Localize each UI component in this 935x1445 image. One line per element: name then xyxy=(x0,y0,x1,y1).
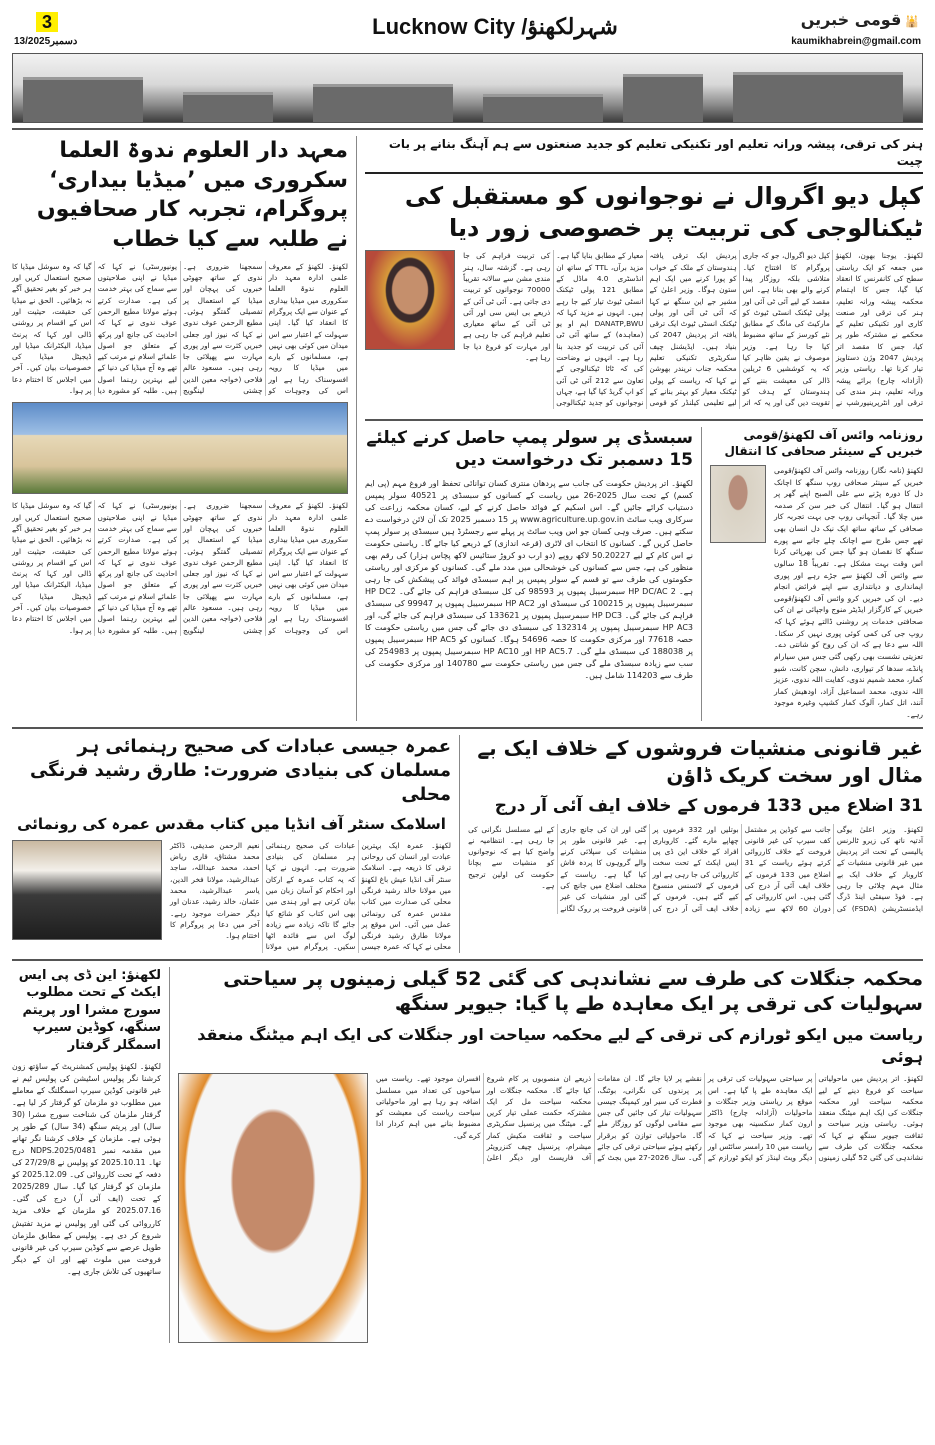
logo-text: قومی خبریں xyxy=(800,10,902,29)
obituary-article xyxy=(710,427,923,721)
umrah-content xyxy=(12,840,451,953)
column-rule xyxy=(459,735,460,953)
contact-email: kaumikhabrein@gmail.com xyxy=(791,36,921,47)
nadwa-building-photo xyxy=(12,402,348,494)
nadwa-body: لکھنؤ۔ لکھنؤ کے معروف علمی ادارہ معہد دار العلوم ندوۃ العلما سکروری میں میڈیا بیداری کے عنوان سے ایک پروگرام کا انعقاد کیا گیا۔ اپنی سہولت کے اعتبار سے اس میدان میں کوئی بھی نہیں ہے، مسلمانوں کے بارے میں میڈیا کا رویہ افسوسناک رہا ہے اور اس کی وجوہات کو سمجھنا ضروری ہے۔ ندوی کے ساتھ جھوٹی خبروں کی پہچان اور میڈیا کے استعمال پر تفصیلی گفتگو ہوئی۔ مطیع الرحمن عوف ندوی نے کہا کہ نیوز اور جعلی خبریں کثرت سے اور پوری مہارت سے پھیلائی جا رہی ہیں۔ مسعود عالم فلاحی (خواجہ معین الدین چشتی لینگویج یونیورسٹی) نے کہا کہ میڈیا نے اپنی صلاحیتوں سے سماج کی بہتر خدمت کی ہے۔ صدارت کرتے ہوئے مولانا مطیع الرحمن عوف ندوی نے کہا کہ احادیث کی جانچ اور پرکھ کے متعلق جو اصول علمائے اسلام نے مرتب کیے تھے وہ آج میڈیا کی دنیا کے لیے بہترین رہنما اصول ہیں۔ طلبہ کو مشورہ دیا گیا کہ وہ سوشل میڈیا کا صحیح استعمال کریں اور ہر خبر کو بغیر تحقیق آگے نہ بڑھائیں۔ الحق نے میڈیا کی حقیقت، حیثیت اور اس کے اقسام پر روشنی ڈالی اور کہا کہ پرنٹ میڈیا، الیکٹرانک میڈیا اور ڈیجیٹل میڈیا کی خصوصیات بیان کیں۔ آخر میں اجلاس کا اختتام دعا پر ہوا۔ xyxy=(12,261,348,396)
minister-photo xyxy=(365,250,455,350)
obituary-content xyxy=(710,465,923,721)
column-rule xyxy=(169,967,170,1343)
skills-kicker: ہنر کی ترقی، پیشہ ورانہ تعلیم اور تکنیکی تعلیم کو جدید صنعتوں سے ہم آہنگ بنانے پر بات چیت xyxy=(365,136,923,174)
right-column xyxy=(365,136,923,721)
umrah-headline: عمرہ جیسی عبادات کی صحیح رہنمائی ہر مسلمان کی بنیادی ضرورت: طارق رشید فرنگی محلی xyxy=(29,735,451,806)
section-title: Lucknow City /شہرلکھنؤ xyxy=(372,14,618,39)
journalist-photo xyxy=(710,465,766,543)
drugs-headline: غیر قانونی منشیات فروشوں کے خلاف ایک بے مثال اور سخت کریک ڈاؤن xyxy=(477,735,923,787)
nadwa-headline: معہد دار العلوم ندوۃ العلما سکروری میں ’میڈیا بیداری‘ پروگرام، تجربہ کار صحافیوں نے طلبہ سے کیا خطاب xyxy=(36,138,348,253)
solar-headline: سبسڈی پر سولر پمپ حاصل کرنے کیلئے 15 دسمبر تک درخواست دیں xyxy=(366,427,693,471)
umrah-article xyxy=(12,735,451,953)
column-rule xyxy=(701,427,702,721)
arrest-body: لکھنؤ۔ لکھنؤ پولیس کمشنریٹ کے ساؤتھ زون کرشنا نگر پولیس اسٹیشن کی پولیس ٹیم نے غیر قانونی کوڈین سیرپ اسمگلنگ کے معاملے میں مطلوب دو ملزمان کو گرفتار کر لیا ہے۔ گرفتار ملزمان کی شناخت سورج مشرا (30 سال) اور پریتم سنگھ (34 سال) کے طور پر ہوئی ہے۔ ملزمان کے خلاف کرشنا نگر تھانے میں مقدمہ نمبر NDPS.2025/0481 درج تھا۔ 2025.10.11 کو پولیس نے 27/29/8 کی دفعہ کے تحت کارروائی کی۔ 2025.12.09 کو ملزمان کو گرفتار کیا گیا۔ سال 2025/289 کے تحت (ایف آئی آر) درج کی گئی۔ 2025.07.16 کو ملزمان کے خلاف مزید کارروائی کی گئی اور پولیس نے مزید تفتیش شروع کر دی ہے۔ پولیس کے مطابق ملزمان طویل عرصے سے کوڈین سیرپ کی غیر قانونی فروخت میں ملوث تھے اور ان کے دیگر ساتھیوں کی تلاش جاری ہے۔ xyxy=(12,1061,162,1276)
solar-article xyxy=(365,427,693,683)
nadwa-article xyxy=(12,136,348,721)
middle-band xyxy=(12,727,923,953)
forest-headline: محکمہ جنگلات کی طرف سے نشاندہی کی گئی 52 گیلی زمینوں پر سیاحتی سہولیات کی ترقی پر ایک معاہدہ طے پا گیا: جیویر سنگھ xyxy=(223,967,923,1016)
middle-row xyxy=(365,419,923,721)
arrest-article xyxy=(12,967,161,1343)
forest-content xyxy=(178,1073,923,1343)
top-band xyxy=(12,128,923,721)
bottom-band xyxy=(12,959,923,1343)
obituary-body: لکھنؤ (نامہ نگار) روزنامہ وائس آف لکھنؤ/قومی خبریں کے سینئر صحافی روپ سنگھ کا اچانک دل کا دورہ پڑنے سے علی الصبح اپنے گھر پر انتقال ہو گیا۔ انتقال کی خبر سن کر صدمہ میں چلا گیا۔ آنجہانی روپ جی بہت تجربہ کار صحافی کے ساتھ ساتھ ایک نیک دل انسان بھی تھے جس طرح سے اچانک چلے جانے سے پورے سنگھ کا نقصان ہو گیا جس کی بھرپائی کرنا اس وقت بہت مشکل ہے۔ تقریباً 18 سالوں سے وائس آف لکھنؤ سے جڑے رہے اور پوری ایمانداری و دیانتداری سے اپنے فرائض انجام دیے۔ ان کی خبریں کرو وائس آف لکھنؤ/قومی خبریں کے کارگزار ایڈیٹر منوج واجپائی نے ان کی صحافتی خدمات پر روشنی ڈالتے ہوئے کہا کہ روپ جی کی کمی کوئی پوری نہیں کر سکتا۔ اللہ سے دعا ہے کہ ان کی روح کو شانتی دے۔ تعزیتی نشست بھی رکھی گئی جس میں سیارام پانڈے، سدھا کر تیواری، دانش، سچن کانت، شیو کمار، محمد شمیم ندوی، کفایت اللہ ندوی، عزیز اللہ ندوی، محمد اسماعیل آزاد، اودھیش کمار آنند، اتل کمار، آلوک کمار کشیپ وغیرہ موجود رہے۔ xyxy=(774,465,923,720)
skills-headline: کپل دیو اگروال نے نوجوانوں کو مستقبل کی ٹیکنالوجی کی تربیت پر خصوصی زور دیا xyxy=(404,181,923,242)
skills-article xyxy=(365,250,923,408)
forest-body: لکھنؤ۔ اتر پردیش میں ماحولیاتی سیاحت کو فروغ دینے کے لیے محکمہ سیاحت اور محکمہ جنگلات کی ایک اہم میٹنگ منعقد ہوئی۔ ریاستی وزیر سیاحت و ثقافت جیویر سنگھ نے کہا کہ محکمہ جنگلات کی طرف سے نشاندہی کی گئی 52 گیلی زمینوں پر سیاحتی سہولیات کی ترقی پر ایک معاہدہ طے پا گیا ہے۔ اس موقع پر ریاستی وزیر جنگلات و ماحولیات (آزادانہ چارج) ڈاکٹر ارون کمار سکسینہ بھی موجود تھے۔ وزیر سیاحت نے کہا کہ ریاست میں 10 رامسر سائٹس اور دیگر ویٹ لینڈز کو ایکو ٹورازم کے نقشے پر لایا جائے گا۔ ان مقامات پر پرندوں کی نگرانی، بوٹنگ، فطرت کی سیر اور کیمپنگ جیسی سہولیات تیار کی جائیں گی جس سے مقامی لوگوں کو روزگار ملے گا۔ ماحولیاتی توازن کو برقرار رکھتے ہوئے سیاحتی ترقی کی جائے گی۔ سال 2026-27 میں بجٹ کے ذریعے ان منصوبوں پر کام شروع کیا جائے گا۔ محکمہ جنگلات اور محکمہ سیاحت مل کر ایک مشترکہ حکمت عملی تیار کریں گے۔ میٹنگ میں پرنسپل سکریٹری سیاحت و ثقافت مکیش کمار میشرام، پرنسپل چیف کنزرویٹر آف فاریسٹ اور دیگر اعلیٰ افسران موجود تھے۔ ریاست میں سیاحوں کی تعداد میں مسلسل اضافہ ہو رہا ہے اور ماحولیاتی سیاحت ریاست کی معیشت کو مضبوط بنانے میں اہم کردار ادا کرے گی۔ xyxy=(376,1074,923,1163)
umrah-subhead: اسلامک سنٹر آف انڈیا میں کتاب مقدس عمرہ کی رونمائی xyxy=(17,814,446,833)
minaret-icon: 🕌 xyxy=(905,15,919,28)
column-rule xyxy=(356,136,357,721)
book-launch-photo xyxy=(12,840,162,940)
umrah-body: لکھنؤ۔ عمرہ ایک بہترین عبادت اور انسان کی روحانی ترقی کا ذریعہ ہے۔ اسلامک سنٹر آف انڈیا عیش باغ لکھنؤ میں مولانا خالد رشید فرنگی محلی کی صدارت میں کتاب مقدس عمرہ کی رونمائی عمل میں آئی۔ اس موقع پر مولانا طارق رشید فرنگی محلی نے کہا کہ عمرہ جیسی عبادات کی صحیح رہنمائی ہر مسلمان کی بنیادی ضرورت ہے۔ انہوں نے کہا کہ یہ کتاب عمرہ کے ارکان اور احکام کو آسان زبان میں بیان کرتی ہے اور ہندی میں بھی اس کتاب کو شائع کیا جائے گا تاکہ زیادہ سے زیادہ لوگ اس سے فائدہ اٹھا سکیں۔ پروگرام میں مولانا نعیم الرحمن صدیقی، ڈاکٹر محمد مشتاق، قاری ریاض احمد، محمد عبداللہ، ساجد عبدالرشید، مولانا فخر الدین، یاسر عبدالرشید، محمد عثمان، خالد رشید، عدنان اور دیگر حضرات موجود رہے۔ آخر میں دعا پر پروگرام کا اختتام ہوا۔ xyxy=(170,840,451,952)
drugs-article xyxy=(468,735,923,953)
forest-subhead: ریاست میں ایکو ٹورازم کی ترقی کے لیے محکمہ سیاحت اور جنگلات کی ایک اہم میٹنگ منعقد ہوئی xyxy=(197,1025,923,1066)
drugs-subhead: 31 اضلاع میں 133 فرموں کے خلاف ایف آئی آر درج xyxy=(494,795,923,816)
skills-body: لکھنؤ۔ یوجنا بھون، لکھنؤ میں جمعہ کو ایک ریاستی سطح کی کانفرنس کا انعقاد کیا گیا، جس کا اہتمام محکمہ پیشہ ورانہ تعلیم، ہنر کی ترقی اور صنعت کاری اور تکنیکی تعلیم کے محکمے نے مشترکہ طور پر کیا، جس کا مقصد اتر پردیش 2047 وژن دستاویز تیار کرنا تھا۔ ریاستی وزیر (آزادانہ چارج) برائے پیشہ ورانہ تعلیم، ہنر مندی کی ترقی اور انٹرپرینیورشپ نے کپل دیو اگروال، جو کہ جاری پروگرام کا افتتاح کیا۔ متلاشی بلکہ روزگار پیدا کرنے والے بھی بنانا ہے۔ اس مقصد کے لیے آئی ٹی آئی اور پولی ٹیکنک انسٹی ٹیوٹ کو مارکیٹ کی مانگ کے مطابق نئے کورسز کے ساتھ مضبوط کیا جا رہا ہے۔ وزیر موصوف نے یقین ظاہر کیا کہ یہ کوششیں 6 ٹریلین ڈالر کی معیشت بننے کے ہندوستان کے ہدف کو تقویت دیں گی اور یہ کہ اتر پردیش ایک ترقی یافتہ ہندوستان کے ملک کے خواب کو پورا کرنے میں ایک اہم ستون ہوگا۔ وزیر اعلیٰ کے مشیر جے این سنگھ نے کہا کہ آئی ٹی آئی اور پولی ٹیکنک انسٹی ٹیوٹ ایک ترقی یافتہ اتر پردیش 2047 کی بنیاد ہیں۔ ایڈیشنل چیف سکریٹری تکنیکی تعلیم محکمہ جناب نریندر بھوشن نے کہا کہ ریاست کے پولی ٹیکنک معیار کو بہتر بنانے کے لیے تعلیمی کیلنڈر کو قومی معیار کے مطابق بنایا گیا ہے۔ مزید برآں، TTL کے ساتھ ان انڈسٹری 4.0 ماڈل کے مطابق 121 پولی ٹیکنک انسٹی ٹیوٹ تیار کیے جا رہے ہیں۔ انہوں نے مزید کہا کہ DANATP,BWU ایم او یو (معاہدہ) کے ساتھ آئی ٹی آئی کی تربیت کو جدید بنا رہا ہے۔ انہوں نے وضاحت کی کہ ٹاٹا ٹیکنالوجی کے تعاون سے 212 آئی ٹی آئی کو اپ گریڈ کیا گیا ہے، جہاں نوجوانوں کو جدید ٹیکنالوجی کی تربیت فراہم کی جا رہی ہے۔ گزشتہ سال، ہنر مندی مشن سے سالانہ تقریباً 70000 نوجوانوں کو تربیت دی جاتی ہے۔ آئی ٹی آئی کے ذریعے بی ایس سی اور آئی ٹی آئی کے ساتھ معیاری تعلیم فراہم کی جا رہی ہے اور مہارت کو فروغ دیا جا رہا ہے۔ xyxy=(463,251,923,408)
issue-date: 13/دسمبر2025 xyxy=(14,36,78,47)
obituary-headline: روزنامہ وائس آف لکھنؤ/قومی خبریں کے سینئر صحافی کا انتقال xyxy=(724,427,923,458)
arrest-headline: لکھنؤ: این ڈی پی ایس ایکٹ کے تحت مطلوب سورج مشرا اور پریتم سنگھ، کوڈین سیرپ اسمگلر گرفتار xyxy=(18,967,161,1053)
solar-body: لکھنؤ۔ اتر پردیش حکومت کی جانب سے پردھان منتری کسان توانائی تحفظ اور فروغ مہم (پی ایم کسم) کے تحت سال 2025-26 میں ریاست کے کسانوں کو سبسڈی پر 40521 سولر پمپس دستیاب کرائے جائیں گے۔ اس اسکیم کے فوائد حاصل کرنے کے لیے، کسان محکمہ زراعت کی سرکاری ویب سائٹ www.agriculture.up.gov.in پر 15 دسمبر 2025 تک آن لائن درخواست دے سکتے ہیں۔ صرف وہی کسان جو اس ویب سائٹ پر پہلے سے رجسٹرڈ ہیں سبسڈی پر سولر پمپ حاصل کریں گے۔ کسانوں کا انتخاب ای لاٹری (قرعہ اندازی) کے ذریعے کیا جائے گا۔ ریاستی حکومت نے اس کام کے لیے 50.20227 لاکھ روپے (دو ارب دو کروڑ ستائیس لاکھ پچاس ہزار) کی رقم بھی منظور کی ہے، جس سے کسانوں کی خوشحالی میں مدد ملے گی۔ کسانوں کو مرکزی اور ریاستی حکومتوں کی طرف سے تو قسم کے سولر پمپس پر اہم سبسڈی فوائد کی پیشکش کی جا رہی ہے۔ 2 HP DC/AC سبمرسیبل پمپوں پر 98593 کی کل سبسڈی فراہم کی جائے گی۔ HP DC2 سبمرسیبل پمپوں پر 100215 کی سبسڈی اور HP AC2 سبمرسیبل پمپوں پر 99947 کی سبسڈی فراہم کی جائے گی۔ HP DC3 سبمرسیبل پمپوں پر 133621 کی سبسڈی فراہم کی جائے گی، اور HP AC3 سبمرسیبل پمپوں پر 132314 کی سبسڈی دی جائے گی جس میں ریاستی حکومت کا حصہ 77618 اور مرکزی حکومت کا حصہ 54696 ہوگا۔ کسانوں کو HP AC5 سبمرسیبل پمپوں پر 188038 کی سبسڈی ملے گی۔ HP AC5.7 اور HP AC10 سبمرسیبل پمپوں پر 254983 کی سب سے زیادہ سبسڈی ملے گی جس میں ریاستی حکومت سے 140780 اور مرکزی حکومت کی طرف سے 114203 شامل ہیں۔ xyxy=(365,479,694,681)
forest-article xyxy=(178,967,923,1343)
nadwa-body-continued: لکھنؤ۔ لکھنؤ کے معروف علمی ادارہ معہد دار العلوم ندوۃ العلما سکروری میں میڈیا بیداری کے عنوان سے ایک پروگرام کا انعقاد کیا گیا۔ اپنی سہولت کے اعتبار سے اس میدان میں کوئی بھی نہیں ہے، مسلمانوں کے بارے میں میڈیا کا رویہ افسوسناک رہا ہے اور اس کی وجوہات کو سمجھنا ضروری ہے۔ ندوی کے ساتھ جھوٹی خبروں کی پہچان اور میڈیا کے استعمال پر تفصیلی گفتگو ہوئی۔ مطیع الرحمن عوف ندوی نے کہا کہ نیوز اور جعلی خبریں کثرت سے اور پوری مہارت سے پھیلائی جا رہی ہیں۔ مسعود عالم فلاحی (خواجہ معین الدین چشتی لینگویج یونیورسٹی) نے کہا کہ میڈیا نے اپنی صلاحیتوں سے سماج کی بہتر خدمت کی ہے۔ صدارت کرتے ہوئے مولانا مطیع الرحمن عوف ندوی نے کہا کہ احادیث کی جانچ اور پرکھ کے متعلق جو اصول علمائے اسلام نے مرتب کیے تھے وہ آج میڈیا کی دنیا کے لیے بہترین رہنما اصول ہیں۔ طلبہ کو مشورہ دیا گیا کہ وہ سوشل میڈیا کا صحیح استعمال کریں اور ہر خبر کو بغیر تحقیق آگے نہ بڑھائیں۔ الحق نے میڈیا کی حقیقت، حیثیت اور اس کے اقسام پر روشنی ڈالی اور کہا کہ پرنٹ میڈیا، الیکٹرانک میڈیا اور ڈیجیٹل میڈیا کی خصوصیات بیان کیں۔ آخر میں اجلاس کا اختتام دعا پر ہوا۔ xyxy=(12,501,348,635)
minister-jaiveer-singh-photo xyxy=(178,1073,368,1343)
drugs-body: لکھنؤ۔ وزیر اعلیٰ یوگی آدتیہ ناتھ کی زیرو ٹالرنس پالیسی کے تحت اتر پردیش میں غیر قانونی منشیات کے کاروبار کے خلاف ایک بے مثال مہم چلائی جا رہی ہے۔ فوڈ سیفٹی اینڈ ڈرگ ایڈمنسٹریشن (FSDA) کی جانب سے کوڈین پر مشتمل کف سیرپ کی غیر قانونی فروخت کے خلاف کارروائی کرتے ہوئے ریاست کے 31 اضلاع میں 133 فرموں کے خلاف ایف آئی آر درج کی گئی ہیں۔ اس کارروائی کے دوران 60 لاکھ سے زیادہ بوتلیں اور 332 فرموں پر چھاپے مارے گئے۔ کاروباری افراد کے خلاف این ڈی پی ایس ایکٹ کے تحت سخت کارروائی کی جا رہی ہے اور فرموں کے لائسنس منسوخ کیے گئے ہیں۔ فرموں کے خلاف ایف آئی آر درج کی گئی اور ان کی جانچ جاری ہے۔ غیر قانونی طور پر منشیات کی سپلائی کرنے والے گروہوں کا پردہ فاش کیا گیا ہے۔ ریاست کے مختلف اضلاع میں جانچ کی گئی اور منشیات کی غیر قانونی فروخت پر روک لگانے کے لیے مسلسل نگرانی کی جا رہی ہے۔ انتظامیہ نے واضح کیا ہے کہ نوجوانوں کو منشیات سے بچانا حکومت کی اولین ترجیح ہے۔ xyxy=(468,824,923,913)
page-number: 3 xyxy=(36,12,58,32)
